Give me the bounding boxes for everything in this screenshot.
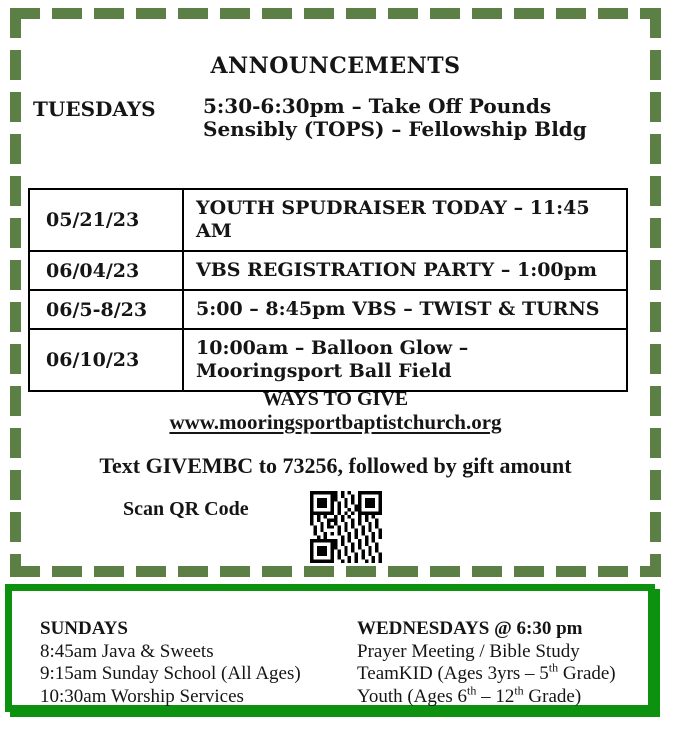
event-description: VBS REGISTRATION PARTY – 1:00pm bbox=[183, 251, 627, 290]
event-date: 05/21/23 bbox=[29, 189, 183, 251]
event-row bbox=[29, 329, 627, 391]
wednesday-schedule-item: Youth (Ages 6th – 12th Grade) bbox=[357, 683, 582, 707]
recurring-event-line1: 5:30-6:30pm – Take Off Pounds bbox=[203, 94, 552, 118]
event-date: 06/10/23 bbox=[29, 329, 183, 391]
event-row bbox=[29, 251, 627, 290]
event-row bbox=[29, 290, 627, 329]
events-table bbox=[28, 188, 628, 392]
qr-code-image bbox=[310, 491, 382, 563]
wednesdays-heading: WEDNESDAYS @ 6:30 pm bbox=[357, 618, 583, 639]
event-description: YOUTH SPUDRAISER TODAY – 11:45 AM bbox=[183, 189, 627, 251]
announcements-panel bbox=[10, 8, 661, 577]
weekly-schedule-panel bbox=[5, 584, 655, 712]
wednesday-schedule-item: TeamKID (Ages 3yrs – 5th Grade) bbox=[357, 660, 616, 684]
recurring-event-description bbox=[203, 95, 587, 141]
dashed-border-left bbox=[10, 8, 21, 577]
event-date: 06/04/23 bbox=[29, 251, 183, 290]
dashed-border-right bbox=[650, 8, 661, 577]
event-date: 06/5-8/23 bbox=[29, 290, 183, 329]
sundays-heading: SUNDAYS bbox=[40, 618, 128, 639]
recurring-event-day: TUESDAYS bbox=[33, 97, 156, 121]
sunday-schedule-item: 8:45am Java & Sweets bbox=[40, 640, 214, 662]
ways-to-give-heading: WAYS TO GIVE bbox=[262, 388, 409, 410]
sunday-schedule-item: 10:30am Worship Services bbox=[40, 685, 244, 707]
recurring-event-line2: Sensibly (TOPS) – Fellowship Bldg bbox=[203, 117, 587, 141]
dashed-border-bottom bbox=[10, 566, 661, 577]
dashed-border-top bbox=[10, 8, 661, 19]
event-description: 10:00am – Balloon Glow – Mooringsport Ball Field bbox=[183, 329, 627, 391]
sunday-schedule-item: 9:15am Sunday School (All Ages) bbox=[40, 663, 301, 684]
church-website-link[interactable]: www.mooringsportbaptistchurch.org bbox=[169, 410, 502, 434]
sundays-schedule bbox=[40, 618, 357, 705]
qr-code-label: Scan QR Code bbox=[123, 498, 249, 520]
event-row bbox=[29, 189, 627, 251]
text-to-give-instruction: Text GIVEMBC to 73256, followed by gift amount bbox=[99, 453, 572, 478]
wednesdays-schedule bbox=[357, 618, 616, 705]
announcements-heading: ANNOUNCEMENTS bbox=[210, 53, 461, 79]
event-description: 5:00 – 8:45pm VBS – TWIST & TURNS bbox=[183, 290, 627, 329]
wednesday-schedule-item: Prayer Meeting / Bible Study bbox=[357, 640, 580, 662]
